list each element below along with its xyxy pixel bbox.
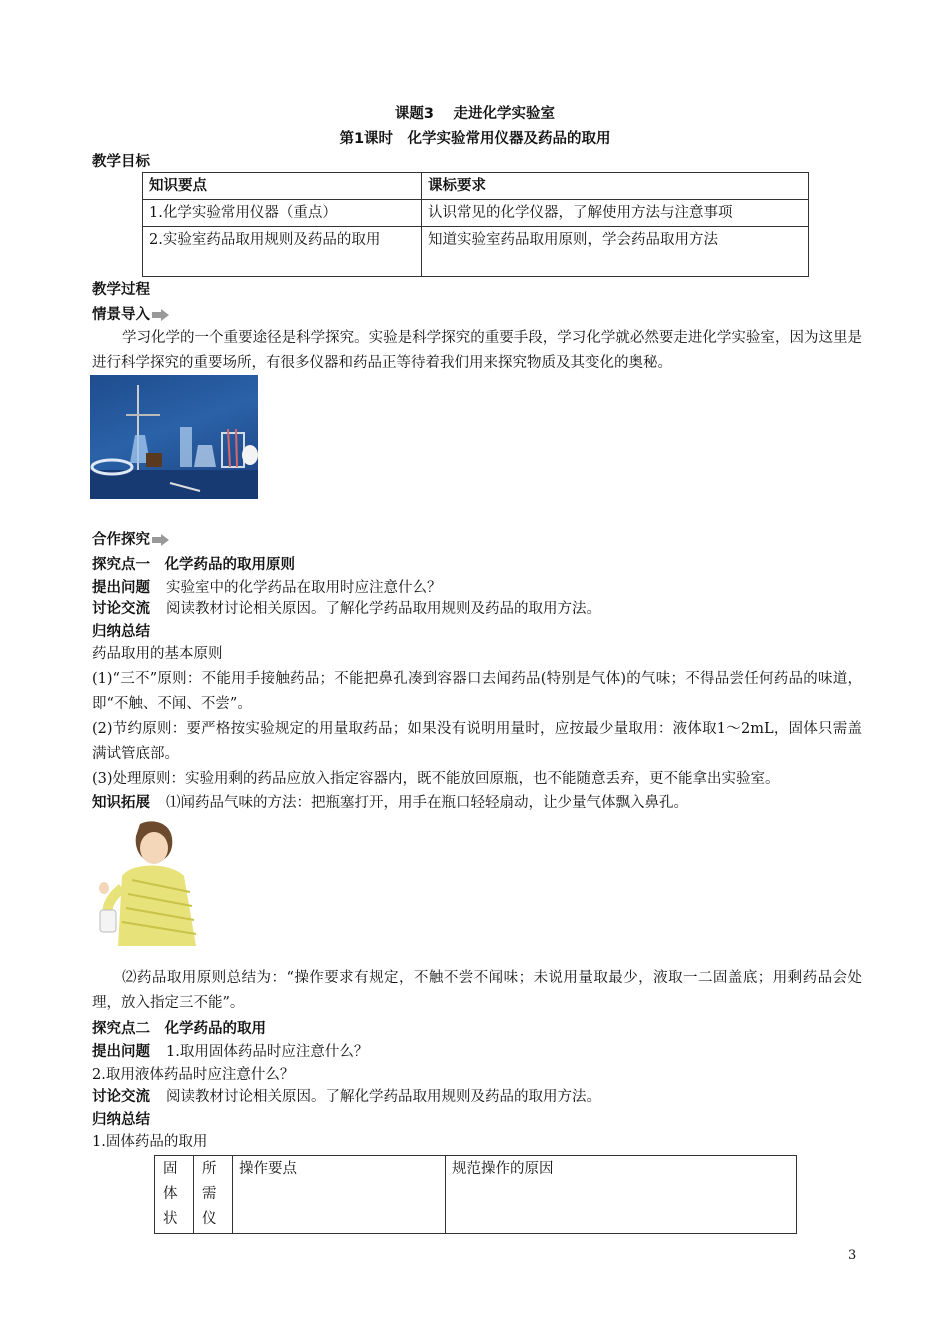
point1-question-line	[92, 577, 862, 599]
table-header-cell: 知识要点	[143, 173, 422, 200]
lab-equipment-photo	[90, 375, 258, 499]
extend-line	[92, 792, 862, 814]
table-header-cell: 规范操作的原因	[446, 1156, 797, 1234]
table-row	[143, 200, 809, 227]
question-text: 1.取用固体药品时应注意什么？	[166, 1044, 369, 1060]
rule-1: (1)“三不”原则：不能用手接触药品；不能把鼻孔凑到容器口去闻药品(特别是气体)的气味；不得品尝任何药品的味道，即“不触、不闻、不尝”。	[92, 671, 862, 712]
solid-heading: 1.固体药品的取用	[92, 1134, 208, 1150]
objectives-table	[142, 172, 809, 277]
point1-summary-label: 归纳总结	[92, 624, 150, 640]
question-label: 提出问题	[92, 580, 150, 596]
intro-heading: 情景导入	[92, 307, 150, 323]
question-text-2: 2.取用液体药品时应注意什么？	[92, 1067, 295, 1083]
discuss-label: 讨论交流	[92, 601, 150, 617]
point1-heading: 探究点一 化学药品的取用原则	[92, 557, 295, 573]
question-text: 实验室中的化学药品在取用时应注意什么？	[166, 580, 442, 596]
table-header-cell: 课标要求	[422, 173, 809, 200]
table-cell: 1.化学实验常用仪器（重点）	[143, 200, 422, 227]
lesson-subtitle: 第1课时 化学实验常用仪器及药品的取用	[339, 131, 611, 147]
extend-text-1: ⑴闻药品气味的方法：把瓶塞打开，用手在瓶口轻轻扇动，让少量气体飘入鼻孔。	[166, 795, 688, 811]
table-header-row	[155, 1156, 797, 1234]
point1-discuss-line	[92, 598, 862, 620]
discuss-text: 阅读教材讨论相关原因。了解化学药品取用规则及药品的取用方法。	[166, 1089, 601, 1105]
coop-heading-wrap	[92, 528, 170, 549]
table-row	[143, 227, 809, 277]
point2-question-line	[92, 1041, 862, 1063]
question-label: 提出问题	[92, 1044, 150, 1060]
arrow-right-icon	[152, 309, 170, 321]
point2-summary-label: 归纳总结	[92, 1112, 150, 1128]
page-number: 3	[848, 1248, 857, 1263]
boy-smelling-illustration	[92, 818, 204, 948]
process-heading: 教学过程	[92, 282, 150, 298]
coop-heading: 合作探究	[92, 532, 150, 548]
point2-discuss-line	[92, 1086, 862, 1108]
arrow-right-icon	[152, 534, 170, 546]
point2-heading: 探究点二 化学药品的取用	[92, 1021, 266, 1037]
rule-2: (2)节约原则：要严格按实验规定的用量取药品；如果没有说明用量时，应按最少量取用：液体取1～2mL，固体只需盖满试管底部。	[92, 721, 862, 762]
table-header-cell: 固体状	[155, 1156, 194, 1234]
extend-text-2: ⑵药品取用原则总结为：“操作要求有规定，不触不尝不闻味；未说用量取最少，液取一二固盖底；用剩药品会处理，放入指定三不能”。	[92, 970, 862, 1011]
objectives-heading: 教学目标	[92, 154, 150, 170]
table-cell: 知道实验室药品取用原则，学会药品取用方法	[422, 227, 809, 277]
table-header-cell: 操作要点	[233, 1156, 446, 1234]
page-title: 课题3 走进化学实验室	[394, 106, 556, 122]
basic-principle: 药品取用的基本原则	[92, 646, 223, 662]
table-cell: 认识常见的化学仪器，了解使用方法与注意事项	[422, 200, 809, 227]
discuss-label: 讨论交流	[92, 1089, 150, 1105]
table-header-row	[143, 173, 809, 200]
extend-label: 知识拓展	[92, 795, 150, 811]
solid-table	[154, 1155, 797, 1234]
rule-3: (3)处理原则：实验用剩的药品应放入指定容器内，既不能放回原瓶，也不能随意丢弃，更不能拿出实验室。	[92, 771, 780, 787]
intro-paragraph: 学习化学的一个重要途径是科学探究。实验是科学探究的重要手段，学习化学就必然要走进化学实验室，因为这里是进行科学探究的重要场所，有很多仪器和药品正等待着我们用来探究物质及其变化的奥秘。	[92, 330, 862, 371]
table-header-cell: 所需仪	[194, 1156, 233, 1234]
table-cell: 2.实验室药品取用规则及药品的取用	[143, 227, 422, 277]
discuss-text: 阅读教材讨论相关原因。了解化学药品取用规则及药品的取用方法。	[166, 601, 601, 617]
intro-heading-wrap	[92, 303, 170, 324]
